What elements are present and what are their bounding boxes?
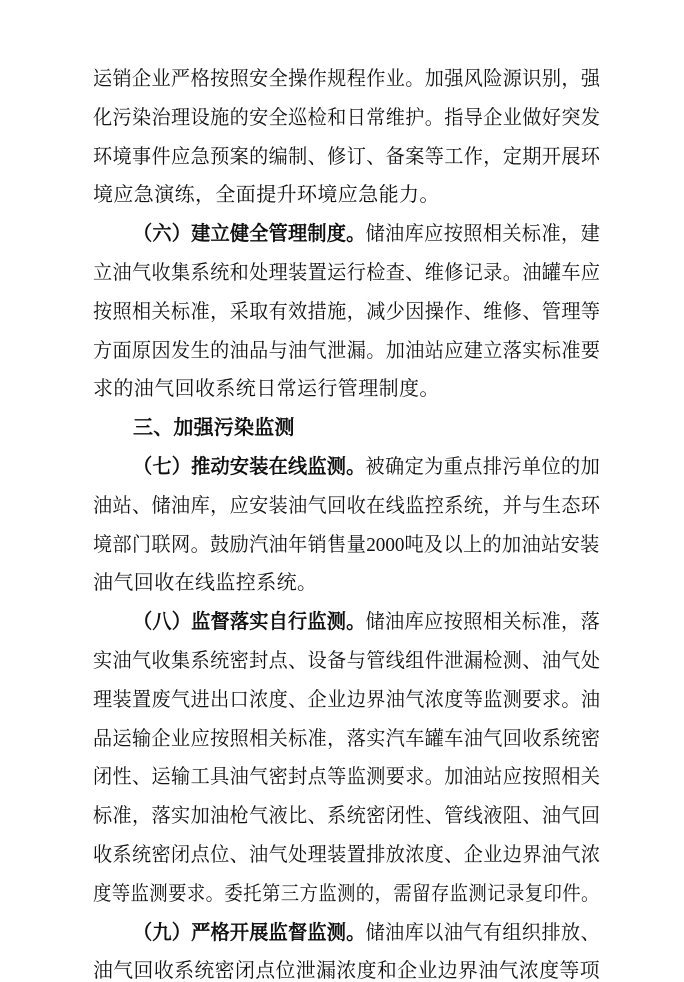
text-line [93, 105, 600, 129]
text-run: 理装置废气进出口浓度、企业边界油气浓度等监测要求。油 [93, 686, 601, 711]
text-run: 运销企业严格按照安全操作规程作业。加强风险源识别，强 [93, 66, 601, 90]
sales-volume-number: 2000 [366, 533, 405, 556]
text-run: 油气回收系统密闭点位泄漏浓度和企业边界油气浓度等项 [93, 958, 600, 982]
paragraph-heading: （八）监督落实自行监测。 [133, 609, 366, 634]
text-run: 闭性、运输工具油气密封点等监测要求。加油站应按照相关 [93, 764, 601, 789]
text-line [93, 532, 600, 556]
text-run: 储油库以油气有组织排放、 [365, 919, 601, 944]
paragraph-heading-line [133, 609, 600, 633]
text-line [93, 338, 600, 362]
text-line [93, 803, 600, 827]
text-run: 被确定为重点排污单位的加 [365, 454, 601, 478]
text-run: 标准，落实加油枪气液比、系统密闭性、管线液阻、油气回 [93, 803, 601, 828]
text-run: 立油气收集系统和处理装置运行检查、维修记录。油罐车应 [93, 260, 601, 284]
text-run: 吨及以上的加油站安装 [404, 531, 600, 556]
section-heading-line [133, 415, 295, 439]
paragraph-heading-line [133, 920, 600, 944]
text-run: 油站、储油库，应安装油气回收在线监控系统，并与生态环 [93, 492, 601, 517]
text-run: 品运输企业应按照相关标准，落实汽车罐车油气回收系统密 [93, 725, 601, 750]
text-line [93, 66, 600, 90]
text-line [93, 570, 317, 594]
text-line [93, 182, 440, 206]
text-run: 储油库应按照相关标准，建 [365, 221, 601, 246]
text-line [93, 648, 600, 672]
text-line [93, 687, 600, 711]
text-run: 按照相关标准，采取有效措施，减少因操作、维修、管理等 [93, 298, 601, 323]
text-line [93, 260, 600, 284]
text-run: 实油气收集系统密封点、设备与管线组件泄漏检测、油气处 [93, 648, 601, 672]
paragraph-heading-line [133, 454, 600, 478]
paragraph-heading: （七）推动安装在线监测。 [133, 454, 366, 478]
paragraph-heading: （九）严格开展监督监测。 [133, 919, 366, 944]
text-run: 境应急演练，全面提升环境应急能力。 [93, 182, 440, 207]
text-line [93, 726, 600, 750]
text-run: 化污染治理设施的安全巡检和日常维护。指导企业做好突发 [93, 104, 601, 129]
text-run: 储油库应按照相关标准，落 [365, 609, 601, 634]
text-line [93, 764, 600, 788]
text-line [93, 958, 600, 982]
text-run: 环境事件应急预案的编制、修订、备案等工作，定期开展环 [93, 143, 601, 168]
text-line [93, 299, 600, 323]
paragraph-heading-line [133, 221, 600, 245]
paragraph-heading: （六）建立健全管理制度。 [133, 221, 366, 246]
text-run: 求的油气回收系统日常运行管理制度。 [93, 376, 440, 401]
text-line [93, 376, 440, 400]
text-run: 境部门联网。鼓励汽油年销售量 [93, 531, 367, 556]
text-run: 收系统密闭点位、油气处理装置排放浓度、企业边界油气浓 [93, 842, 601, 866]
text-line [93, 144, 600, 168]
text-line [93, 493, 600, 517]
text-run: 度等监测要求。委托第三方监测的，需留存监测记录复印件。 [93, 880, 600, 905]
text-run: 方面原因发生的油品与油气泄漏。加油站应建立落实标准要 [93, 337, 601, 362]
text-line [93, 881, 600, 905]
text-line [93, 842, 600, 866]
text-run: 油气回收在线监控系统。 [93, 570, 318, 595]
section-heading: 三、加强污染监测 [133, 415, 295, 440]
